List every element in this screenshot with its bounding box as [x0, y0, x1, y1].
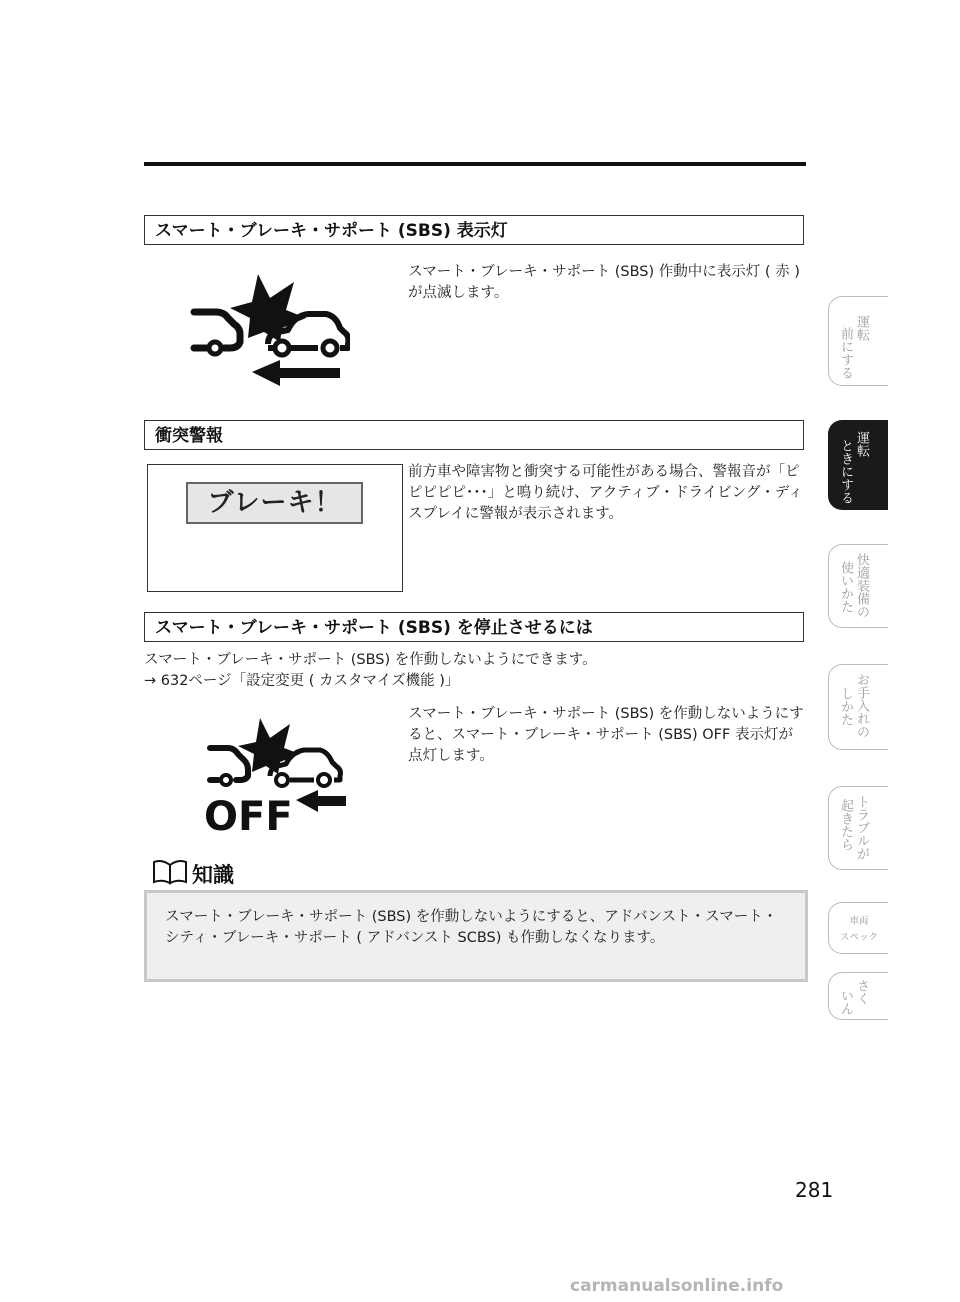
watermark: carmanualsonline.info — [570, 1276, 784, 1296]
stop-sbs-intro-line1: スマート・ブレーキ・サポート (SBS) を作動しないようにできます。 — [144, 652, 597, 668]
off-label: OFF — [204, 794, 293, 834]
side-tab-comfort[interactable]: 快適装備の 使いかた — [828, 544, 888, 628]
side-tab-specs[interactable]: 車両 スペック — [828, 902, 888, 954]
knowledge-header — [152, 858, 234, 890]
display-illustration — [147, 464, 403, 592]
customize-reference-link[interactable]: → 632ページ「設定変更 ( カスタマイズ機能 )」 — [144, 673, 460, 689]
knowledge-title: 知識 — [192, 863, 234, 887]
section-heading-collision-warning: 衝突警報 — [144, 420, 804, 450]
page-number: 281 — [795, 1178, 834, 1202]
open-book-icon — [152, 859, 188, 889]
sbs-indicator-text: スマート・ブレーキ・サポート (SBS) 作動中に表示灯 ( 赤 ) が点滅します。 — [408, 264, 800, 301]
collision-warning-text: 前方車や障害物と衝突する可能性がある場合、警報音が「ピピピピピ･･･」と鳴り続け、アクティブ・ドライビング・ディスプレイに警報が表示されます。 — [408, 464, 803, 522]
side-tab-when-driving[interactable]: 運転 ときにする — [828, 420, 888, 510]
side-tab-trouble[interactable]: トラブルが 起きたら — [828, 786, 888, 870]
sbs-off-lamp-icon — [204, 712, 354, 834]
side-tab-index-page[interactable]: さく いん — [828, 972, 888, 1020]
sbs-warning-lamp-icon — [190, 268, 350, 390]
stop-sbs-text: スマート・ブレーキ・サポート (SBS) を作動しないようにすると、スマート・ブレーキ・サポート (SBS) OFF 表示灯が点灯します。 — [408, 706, 804, 764]
side-tab-before-driving[interactable]: 運転 前にする — [828, 296, 888, 386]
brake-warning-label: ブレーキ！ — [186, 482, 363, 524]
section-heading-sbs-indicator: スマート・ブレーキ・サポート (SBS) 表示灯 — [144, 215, 804, 245]
side-tab-maintenance[interactable]: お手入れの しかた — [828, 664, 888, 750]
top-rule — [144, 162, 806, 166]
knowledge-box — [144, 890, 808, 982]
stop-sbs-intro — [144, 650, 804, 692]
section-heading-stop-sbs: スマート・ブレーキ・サポート (SBS) を停止させるには — [144, 612, 804, 642]
knowledge-text: スマート・ブレーキ・サポート (SBS) を作動しないようにすると、アドバンスト・スマート・シティ・ブレーキ・サポート ( アドバンスト SCBS) も作動しなくなります。 — [165, 909, 778, 946]
